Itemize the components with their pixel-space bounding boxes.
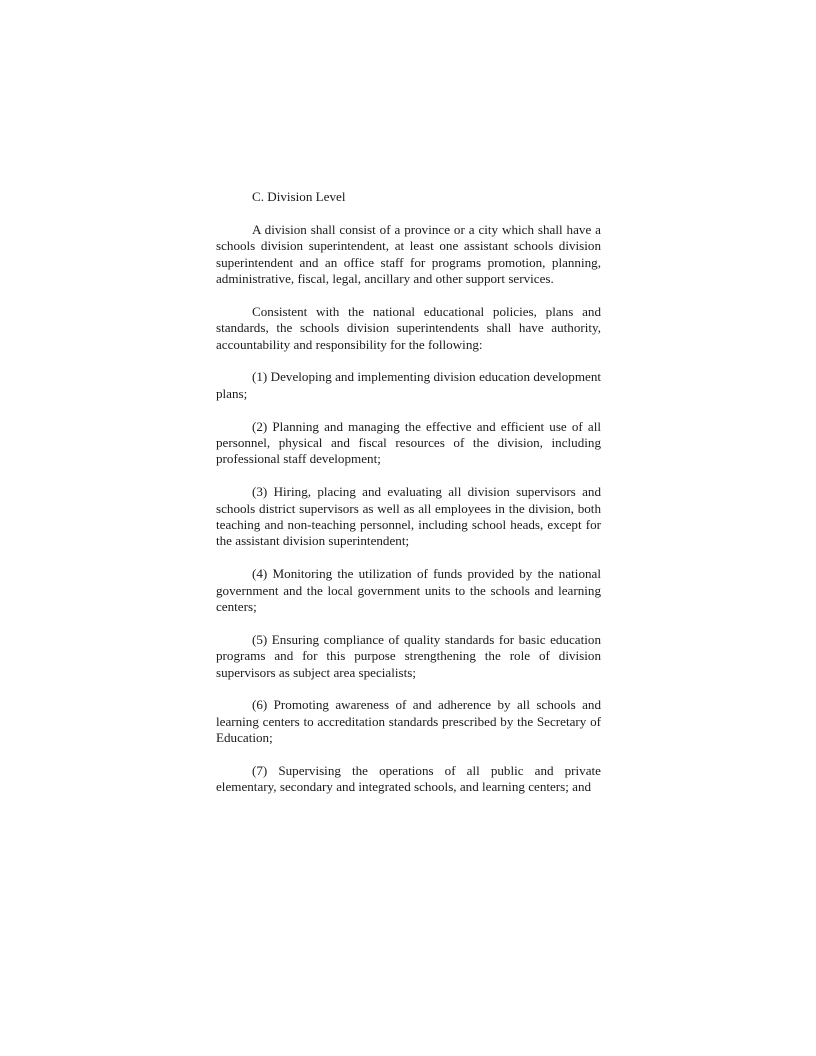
list-item-1: (1) Developing and implementing division education development plans; [216,369,601,401]
list-item-5: (5) Ensuring compliance of quality standards for basic education programs and for this purpose strengthening the role of division supervisors as subject area specialists; [216,631,601,680]
list-item-3: (3) Hiring, placing and evaluating all division supervisors and schools district supervisors as well as all employees in the division, both teaching and non-teaching personnel, including school heads, except for the assistant division superintendent; [216,484,601,549]
document-page [216,189,601,796]
intro-paragraph: A division shall consist of a province or a city which shall have a schools division superintendent, at least one assistant schools division superintendent and an office staff for programs promotion, planning, administrative, fiscal, legal, ancillary and other support services. [216,221,601,287]
list-item-4: (4) Monitoring the utilization of funds provided by the national government and the local government units to the schools and learning centers; [216,566,601,615]
list-item-7: (7) Supervising the operations of all public and private elementary, secondary and integrated schools, and learning centers; and [216,763,601,795]
list-item-2: (2) Planning and managing the effective and efficient use of all personnel, physical and fiscal resources of the division, including professional staff development; [216,418,601,467]
lead-paragraph: Consistent with the national educational policies, plans and standards, the schools division superintendents shall have authority, accountability and responsibility for the following: [216,303,601,352]
section-heading: C. Division Level [252,189,346,204]
list-item-6: (6) Promoting awareness of and adherence by all schools and learning centers to accreditation standards prescribed by the Secretary of Education; [216,697,601,746]
